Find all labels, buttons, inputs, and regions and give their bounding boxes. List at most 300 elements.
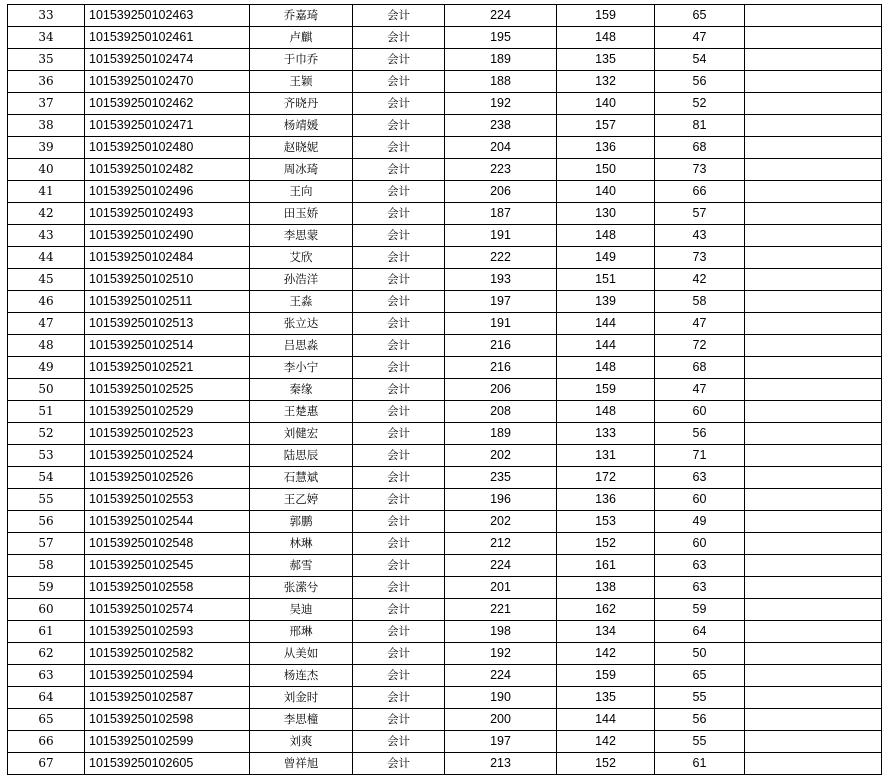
major-cell: 会计 bbox=[353, 687, 445, 709]
major-cell: 会计 bbox=[353, 621, 445, 643]
total-score-cell: 189 bbox=[445, 423, 557, 445]
subject1-score-cell: 148 bbox=[557, 225, 655, 247]
subject1-score-cell: 148 bbox=[557, 27, 655, 49]
row-number-cell: 37 bbox=[8, 93, 85, 115]
exam-id-cell: 101539250102526 bbox=[85, 467, 250, 489]
major-cell: 会计 bbox=[353, 357, 445, 379]
exam-id-cell: 101539250102470 bbox=[85, 71, 250, 93]
row-number-cell: 56 bbox=[8, 511, 85, 533]
exam-id-cell: 101539250102480 bbox=[85, 137, 250, 159]
row-number-cell: 65 bbox=[8, 709, 85, 731]
table-row bbox=[8, 137, 882, 159]
exam-id-cell: 101539250102544 bbox=[85, 511, 250, 533]
major-cell: 会计 bbox=[353, 71, 445, 93]
remark-cell bbox=[745, 27, 882, 49]
exam-id-cell: 101539250102484 bbox=[85, 247, 250, 269]
total-score-cell: 222 bbox=[445, 247, 557, 269]
score-table bbox=[7, 4, 882, 775]
row-number-cell: 53 bbox=[8, 445, 85, 467]
total-score-cell: 212 bbox=[445, 533, 557, 555]
subject1-score-cell: 157 bbox=[557, 115, 655, 137]
exam-id-cell: 101539250102582 bbox=[85, 643, 250, 665]
student-name-cell: 张潆兮 bbox=[250, 577, 353, 599]
total-score-cell: 223 bbox=[445, 159, 557, 181]
row-number-cell: 67 bbox=[8, 753, 85, 775]
subject2-score-cell: 61 bbox=[655, 753, 745, 775]
subject1-score-cell: 142 bbox=[557, 731, 655, 753]
total-score-cell: 208 bbox=[445, 401, 557, 423]
remark-cell bbox=[745, 665, 882, 687]
student-name-cell: 于巾乔 bbox=[250, 49, 353, 71]
subject1-score-cell: 144 bbox=[557, 709, 655, 731]
exam-id-cell: 101539250102493 bbox=[85, 203, 250, 225]
remark-cell bbox=[745, 753, 882, 775]
remark-cell bbox=[745, 511, 882, 533]
student-name-cell: 林琳 bbox=[250, 533, 353, 555]
row-number-cell: 61 bbox=[8, 621, 85, 643]
subject2-score-cell: 47 bbox=[655, 313, 745, 335]
major-cell: 会计 bbox=[353, 49, 445, 71]
exam-id-cell: 101539250102463 bbox=[85, 5, 250, 27]
row-number-cell: 40 bbox=[8, 159, 85, 181]
subject1-score-cell: 140 bbox=[557, 93, 655, 115]
total-score-cell: 213 bbox=[445, 753, 557, 775]
subject2-score-cell: 47 bbox=[655, 379, 745, 401]
subject1-score-cell: 132 bbox=[557, 71, 655, 93]
remark-cell bbox=[745, 401, 882, 423]
subject2-score-cell: 72 bbox=[655, 335, 745, 357]
total-score-cell: 238 bbox=[445, 115, 557, 137]
subject2-score-cell: 64 bbox=[655, 621, 745, 643]
subject2-score-cell: 60 bbox=[655, 489, 745, 511]
total-score-cell: 200 bbox=[445, 709, 557, 731]
exam-id-cell: 101539250102548 bbox=[85, 533, 250, 555]
subject1-score-cell: 152 bbox=[557, 753, 655, 775]
student-name-cell: 郭鹏 bbox=[250, 511, 353, 533]
row-number-cell: 51 bbox=[8, 401, 85, 423]
remark-cell bbox=[745, 489, 882, 511]
subject2-score-cell: 56 bbox=[655, 423, 745, 445]
major-cell: 会计 bbox=[353, 709, 445, 731]
student-name-cell: 邢琳 bbox=[250, 621, 353, 643]
remark-cell bbox=[745, 533, 882, 555]
total-score-cell: 192 bbox=[445, 93, 557, 115]
exam-id-cell: 101539250102514 bbox=[85, 335, 250, 357]
exam-id-cell: 101539250102461 bbox=[85, 27, 250, 49]
major-cell: 会计 bbox=[353, 115, 445, 137]
total-score-cell: 224 bbox=[445, 5, 557, 27]
student-name-cell: 刘爽 bbox=[250, 731, 353, 753]
exam-id-cell: 101539250102496 bbox=[85, 181, 250, 203]
subject2-score-cell: 54 bbox=[655, 49, 745, 71]
subject1-score-cell: 159 bbox=[557, 379, 655, 401]
exam-id-cell: 101539250102513 bbox=[85, 313, 250, 335]
subject1-score-cell: 133 bbox=[557, 423, 655, 445]
remark-cell bbox=[745, 731, 882, 753]
row-number-cell: 59 bbox=[8, 577, 85, 599]
total-score-cell: 216 bbox=[445, 335, 557, 357]
subject1-score-cell: 136 bbox=[557, 137, 655, 159]
total-score-cell: 191 bbox=[445, 313, 557, 335]
student-name-cell: 王向 bbox=[250, 181, 353, 203]
table-row bbox=[8, 533, 882, 555]
subject2-score-cell: 56 bbox=[655, 71, 745, 93]
table-row bbox=[8, 71, 882, 93]
student-name-cell: 曾祥旭 bbox=[250, 753, 353, 775]
remark-cell bbox=[745, 335, 882, 357]
table-row bbox=[8, 511, 882, 533]
remark-cell bbox=[745, 555, 882, 577]
subject2-score-cell: 73 bbox=[655, 159, 745, 181]
exam-id-cell: 101539250102510 bbox=[85, 269, 250, 291]
subject2-score-cell: 63 bbox=[655, 577, 745, 599]
row-number-cell: 62 bbox=[8, 643, 85, 665]
table-row bbox=[8, 599, 882, 621]
table-row bbox=[8, 27, 882, 49]
remark-cell bbox=[745, 93, 882, 115]
table-row bbox=[8, 93, 882, 115]
subject1-score-cell: 136 bbox=[557, 489, 655, 511]
major-cell: 会计 bbox=[353, 269, 445, 291]
student-name-cell: 周冰琦 bbox=[250, 159, 353, 181]
row-number-cell: 41 bbox=[8, 181, 85, 203]
major-cell: 会计 bbox=[353, 401, 445, 423]
student-name-cell: 王颖 bbox=[250, 71, 353, 93]
table-row bbox=[8, 555, 882, 577]
student-name-cell: 王楚惠 bbox=[250, 401, 353, 423]
row-number-cell: 57 bbox=[8, 533, 85, 555]
total-score-cell: 206 bbox=[445, 181, 557, 203]
table-row bbox=[8, 665, 882, 687]
subject1-score-cell: 150 bbox=[557, 159, 655, 181]
student-name-cell: 刘健宏 bbox=[250, 423, 353, 445]
table-row bbox=[8, 467, 882, 489]
major-cell: 会计 bbox=[353, 511, 445, 533]
table-row bbox=[8, 247, 882, 269]
row-number-cell: 50 bbox=[8, 379, 85, 401]
major-cell: 会计 bbox=[353, 159, 445, 181]
total-score-cell: 195 bbox=[445, 27, 557, 49]
remark-cell bbox=[745, 621, 882, 643]
subject1-score-cell: 135 bbox=[557, 49, 655, 71]
major-cell: 会计 bbox=[353, 555, 445, 577]
student-name-cell: 艾欣 bbox=[250, 247, 353, 269]
major-cell: 会计 bbox=[353, 313, 445, 335]
exam-id-cell: 101539250102599 bbox=[85, 731, 250, 753]
student-name-cell: 孙浩洋 bbox=[250, 269, 353, 291]
major-cell: 会计 bbox=[353, 423, 445, 445]
table-row bbox=[8, 313, 882, 335]
subject1-score-cell: 152 bbox=[557, 533, 655, 555]
total-score-cell: 197 bbox=[445, 731, 557, 753]
remark-cell bbox=[745, 599, 882, 621]
student-name-cell: 吴迪 bbox=[250, 599, 353, 621]
subject1-score-cell: 139 bbox=[557, 291, 655, 313]
row-number-cell: 49 bbox=[8, 357, 85, 379]
total-score-cell: 224 bbox=[445, 555, 557, 577]
subject2-score-cell: 49 bbox=[655, 511, 745, 533]
remark-cell bbox=[745, 423, 882, 445]
subject1-score-cell: 162 bbox=[557, 599, 655, 621]
student-name-cell: 王淼 bbox=[250, 291, 353, 313]
table-row bbox=[8, 159, 882, 181]
student-name-cell: 郝雪 bbox=[250, 555, 353, 577]
total-score-cell: 202 bbox=[445, 445, 557, 467]
row-number-cell: 46 bbox=[8, 291, 85, 313]
major-cell: 会计 bbox=[353, 181, 445, 203]
row-number-cell: 48 bbox=[8, 335, 85, 357]
subject1-score-cell: 153 bbox=[557, 511, 655, 533]
table-row bbox=[8, 225, 882, 247]
exam-id-cell: 101539250102490 bbox=[85, 225, 250, 247]
subject2-score-cell: 60 bbox=[655, 533, 745, 555]
remark-cell bbox=[745, 269, 882, 291]
table-row bbox=[8, 49, 882, 71]
row-number-cell: 39 bbox=[8, 137, 85, 159]
student-name-cell: 吕思淼 bbox=[250, 335, 353, 357]
table-row bbox=[8, 643, 882, 665]
exam-id-cell: 101539250102605 bbox=[85, 753, 250, 775]
remark-cell bbox=[745, 225, 882, 247]
total-score-cell: 201 bbox=[445, 577, 557, 599]
subject2-score-cell: 47 bbox=[655, 27, 745, 49]
major-cell: 会计 bbox=[353, 643, 445, 665]
row-number-cell: 64 bbox=[8, 687, 85, 709]
total-score-cell: 235 bbox=[445, 467, 557, 489]
exam-id-cell: 101539250102587 bbox=[85, 687, 250, 709]
student-name-cell: 陆思辰 bbox=[250, 445, 353, 467]
total-score-cell: 206 bbox=[445, 379, 557, 401]
exam-id-cell: 101539250102511 bbox=[85, 291, 250, 313]
exam-id-cell: 101539250102524 bbox=[85, 445, 250, 467]
major-cell: 会计 bbox=[353, 5, 445, 27]
subject2-score-cell: 56 bbox=[655, 709, 745, 731]
remark-cell bbox=[745, 379, 882, 401]
total-score-cell: 196 bbox=[445, 489, 557, 511]
remark-cell bbox=[745, 159, 882, 181]
subject2-score-cell: 63 bbox=[655, 555, 745, 577]
total-score-cell: 216 bbox=[445, 357, 557, 379]
total-score-cell: 198 bbox=[445, 621, 557, 643]
subject1-score-cell: 134 bbox=[557, 621, 655, 643]
remark-cell bbox=[745, 291, 882, 313]
student-name-cell: 李思蒙 bbox=[250, 225, 353, 247]
table-row bbox=[8, 709, 882, 731]
table-row bbox=[8, 401, 882, 423]
subject2-score-cell: 73 bbox=[655, 247, 745, 269]
table-row bbox=[8, 5, 882, 27]
major-cell: 会计 bbox=[353, 247, 445, 269]
row-number-cell: 38 bbox=[8, 115, 85, 137]
student-name-cell: 王乙婷 bbox=[250, 489, 353, 511]
subject1-score-cell: 135 bbox=[557, 687, 655, 709]
total-score-cell: 204 bbox=[445, 137, 557, 159]
subject1-score-cell: 148 bbox=[557, 357, 655, 379]
subject1-score-cell: 130 bbox=[557, 203, 655, 225]
remark-cell bbox=[745, 203, 882, 225]
student-name-cell: 田玉娇 bbox=[250, 203, 353, 225]
subject1-score-cell: 131 bbox=[557, 445, 655, 467]
major-cell: 会计 bbox=[353, 203, 445, 225]
subject2-score-cell: 66 bbox=[655, 181, 745, 203]
exam-id-cell: 101539250102523 bbox=[85, 423, 250, 445]
total-score-cell: 202 bbox=[445, 511, 557, 533]
subject2-score-cell: 55 bbox=[655, 687, 745, 709]
remark-cell bbox=[745, 137, 882, 159]
table-row bbox=[8, 577, 882, 599]
student-name-cell: 赵晓妮 bbox=[250, 137, 353, 159]
major-cell: 会计 bbox=[353, 137, 445, 159]
row-number-cell: 44 bbox=[8, 247, 85, 269]
student-name-cell: 乔嘉琦 bbox=[250, 5, 353, 27]
remark-cell bbox=[745, 313, 882, 335]
subject2-score-cell: 81 bbox=[655, 115, 745, 137]
student-name-cell: 李思橦 bbox=[250, 709, 353, 731]
total-score-cell: 197 bbox=[445, 291, 557, 313]
table-row bbox=[8, 115, 882, 137]
student-name-cell: 石慧斌 bbox=[250, 467, 353, 489]
subject2-score-cell: 43 bbox=[655, 225, 745, 247]
exam-id-cell: 101539250102525 bbox=[85, 379, 250, 401]
row-number-cell: 52 bbox=[8, 423, 85, 445]
student-name-cell: 从美如 bbox=[250, 643, 353, 665]
subject1-score-cell: 144 bbox=[557, 335, 655, 357]
major-cell: 会计 bbox=[353, 335, 445, 357]
row-number-cell: 34 bbox=[8, 27, 85, 49]
major-cell: 会计 bbox=[353, 599, 445, 621]
total-score-cell: 189 bbox=[445, 49, 557, 71]
subject2-score-cell: 68 bbox=[655, 137, 745, 159]
subject2-score-cell: 50 bbox=[655, 643, 745, 665]
exam-id-cell: 101539250102598 bbox=[85, 709, 250, 731]
subject1-score-cell: 144 bbox=[557, 313, 655, 335]
student-name-cell: 张立达 bbox=[250, 313, 353, 335]
major-cell: 会计 bbox=[353, 445, 445, 467]
row-number-cell: 42 bbox=[8, 203, 85, 225]
subject1-score-cell: 148 bbox=[557, 401, 655, 423]
major-cell: 会计 bbox=[353, 467, 445, 489]
major-cell: 会计 bbox=[353, 753, 445, 775]
subject1-score-cell: 159 bbox=[557, 665, 655, 687]
exam-id-cell: 101539250102594 bbox=[85, 665, 250, 687]
table-row bbox=[8, 335, 882, 357]
table-row bbox=[8, 291, 882, 313]
remark-cell bbox=[745, 115, 882, 137]
table-row bbox=[8, 357, 882, 379]
total-score-cell: 192 bbox=[445, 643, 557, 665]
row-number-cell: 43 bbox=[8, 225, 85, 247]
row-number-cell: 47 bbox=[8, 313, 85, 335]
table-row bbox=[8, 203, 882, 225]
remark-cell bbox=[745, 445, 882, 467]
subject2-score-cell: 52 bbox=[655, 93, 745, 115]
table-row bbox=[8, 181, 882, 203]
row-number-cell: 45 bbox=[8, 269, 85, 291]
student-name-cell: 卢麒 bbox=[250, 27, 353, 49]
student-name-cell: 杨连杰 bbox=[250, 665, 353, 687]
subject2-score-cell: 55 bbox=[655, 731, 745, 753]
row-number-cell: 66 bbox=[8, 731, 85, 753]
table-row bbox=[8, 621, 882, 643]
exam-id-cell: 101539250102474 bbox=[85, 49, 250, 71]
major-cell: 会计 bbox=[353, 533, 445, 555]
total-score-cell: 190 bbox=[445, 687, 557, 709]
subject1-score-cell: 138 bbox=[557, 577, 655, 599]
major-cell: 会计 bbox=[353, 665, 445, 687]
student-name-cell: 李小宁 bbox=[250, 357, 353, 379]
total-score-cell: 193 bbox=[445, 269, 557, 291]
subject1-score-cell: 140 bbox=[557, 181, 655, 203]
row-number-cell: 60 bbox=[8, 599, 85, 621]
table-row bbox=[8, 687, 882, 709]
remark-cell bbox=[745, 247, 882, 269]
remark-cell bbox=[745, 71, 882, 93]
major-cell: 会计 bbox=[353, 291, 445, 313]
subject1-score-cell: 161 bbox=[557, 555, 655, 577]
subject2-score-cell: 65 bbox=[655, 665, 745, 687]
major-cell: 会计 bbox=[353, 379, 445, 401]
student-name-cell: 刘金时 bbox=[250, 687, 353, 709]
remark-cell bbox=[745, 181, 882, 203]
row-number-cell: 55 bbox=[8, 489, 85, 511]
subject2-score-cell: 60 bbox=[655, 401, 745, 423]
subject2-score-cell: 42 bbox=[655, 269, 745, 291]
row-number-cell: 33 bbox=[8, 5, 85, 27]
exam-id-cell: 101539250102529 bbox=[85, 401, 250, 423]
subject1-score-cell: 142 bbox=[557, 643, 655, 665]
table-row bbox=[8, 423, 882, 445]
table-row bbox=[8, 753, 882, 775]
remark-cell bbox=[745, 357, 882, 379]
remark-cell bbox=[745, 709, 882, 731]
remark-cell bbox=[745, 643, 882, 665]
table-row bbox=[8, 489, 882, 511]
exam-id-cell: 101539250102593 bbox=[85, 621, 250, 643]
exam-id-cell: 101539250102574 bbox=[85, 599, 250, 621]
exam-id-cell: 101539250102482 bbox=[85, 159, 250, 181]
remark-cell bbox=[745, 49, 882, 71]
subject1-score-cell: 159 bbox=[557, 5, 655, 27]
exam-id-cell: 101539250102558 bbox=[85, 577, 250, 599]
exam-id-cell: 101539250102545 bbox=[85, 555, 250, 577]
major-cell: 会计 bbox=[353, 489, 445, 511]
subject2-score-cell: 58 bbox=[655, 291, 745, 313]
row-number-cell: 36 bbox=[8, 71, 85, 93]
subject2-score-cell: 71 bbox=[655, 445, 745, 467]
row-number-cell: 54 bbox=[8, 467, 85, 489]
total-score-cell: 221 bbox=[445, 599, 557, 621]
remark-cell bbox=[745, 577, 882, 599]
total-score-cell: 187 bbox=[445, 203, 557, 225]
subject2-score-cell: 63 bbox=[655, 467, 745, 489]
remark-cell bbox=[745, 467, 882, 489]
major-cell: 会计 bbox=[353, 93, 445, 115]
row-number-cell: 35 bbox=[8, 49, 85, 71]
student-name-cell: 齐晓丹 bbox=[250, 93, 353, 115]
remark-cell bbox=[745, 5, 882, 27]
subject1-score-cell: 151 bbox=[557, 269, 655, 291]
subject2-score-cell: 59 bbox=[655, 599, 745, 621]
student-name-cell: 杨靖媛 bbox=[250, 115, 353, 137]
major-cell: 会计 bbox=[353, 731, 445, 753]
subject2-score-cell: 57 bbox=[655, 203, 745, 225]
major-cell: 会计 bbox=[353, 27, 445, 49]
subject2-score-cell: 68 bbox=[655, 357, 745, 379]
subject2-score-cell: 65 bbox=[655, 5, 745, 27]
row-number-cell: 58 bbox=[8, 555, 85, 577]
student-name-cell: 秦缘 bbox=[250, 379, 353, 401]
exam-id-cell: 101539250102521 bbox=[85, 357, 250, 379]
